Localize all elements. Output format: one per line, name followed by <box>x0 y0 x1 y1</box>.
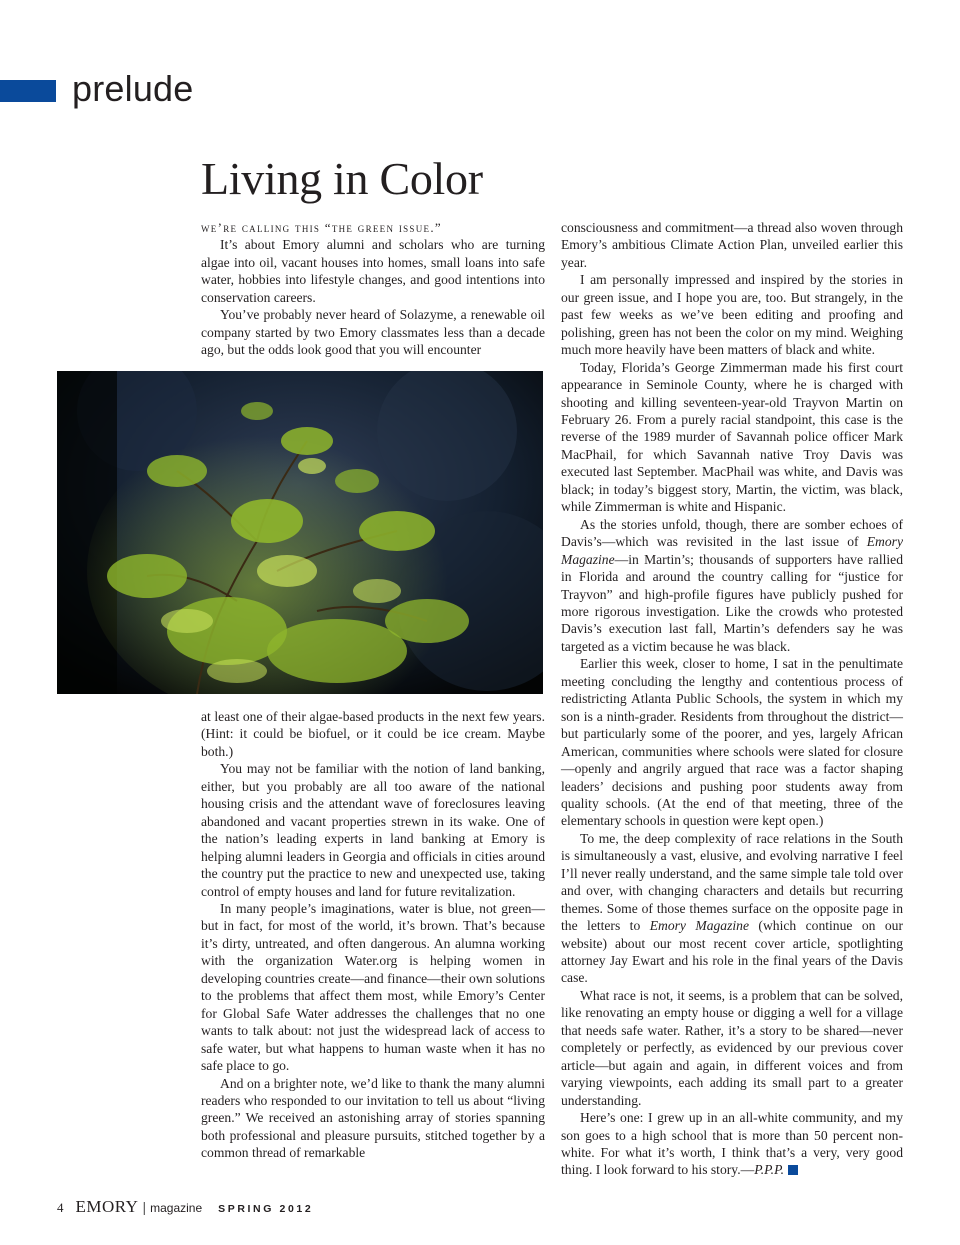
paragraph: And on a brighter note, we’d like to thank the many alumni readers who responded to our invitation to tell us about “living green.” We received an astonishing array of stories spanning both professional and pleasure pursuits, stitched together by a common thread of remarkable <box>201 1075 545 1161</box>
lead-in-smallcaps: we’re calling this “the green issue.” <box>201 220 442 235</box>
paragraph: You may not be familiar with the notion of land banking, either, but you probably are all too aware of the national housing crisis and the attendant wave of foreclosures leaving abandoned and vacant properties strewn in its wake. One of the nation’s leading experts in land banking at Emory is helping alumni leaders in Georgia and officials in cities around the country put the practice to new and unexpected use, taking control of empty houses and land for future revitalization. <box>201 761 545 899</box>
page-footer <box>57 1197 313 1217</box>
text-run: (which continue on our website) about our most recent cover article, spotlighting attorney Jay Ewart and his role in the final years of the Davis case. <box>561 918 903 986</box>
paragraph <box>561 516 903 656</box>
paragraph: You’ve probably never heard of Solazyme, a renewable oil company started by two Emory classmates less than a decade ago, but the odds look good that you will encounter <box>201 307 545 358</box>
logo-separator: | <box>142 1199 147 1215</box>
section-label: prelude <box>72 68 194 109</box>
paragraph <box>561 830 903 987</box>
tree-photo-illustration <box>57 371 543 694</box>
section-accent-bar <box>0 80 56 102</box>
text-run: —in Martin’s; thousands of supporters have rallied in Florida and around the country calling for “justice for Trayvon” and high-profile figures have publicly pushed for more rigorous investigation. Like the crowds who protested Davis’s execution last fall, Martin’s defenders say he was targeted as a victim because he was black. <box>561 551 903 654</box>
text-run: To me, the deep complexity of race relations in the South is simultaneously a vast, elusive, and evolving narrative I feel I’ll never really understand, and the same simple tale told over and over, with changing characters and details but recurring themes. Some of those themes surface on the opposite page in the letters to <box>561 830 903 934</box>
author-signature: P.P.P. <box>754 1162 785 1178</box>
paragraph: Today, Florida’s George Zimmerman made his first court appearance in Seminole County, where he is charged with shooting and killing seventeen-year-old Trayvon Martin on February 26. From a purely racial standpoint, this case is the reverse of the 1989 murder of Savannah police officer Mark MacPhail, for which Savannah native Troy Davis was executed last September. MacPhail was white, and Davis was black; in today’s biggest story, Martin, the victim, was black, while Zimmerman is white and Hispanic. <box>561 359 903 515</box>
issue-date: SPRING 2012 <box>218 1203 314 1215</box>
magazine-logo-word: EMORY <box>75 1197 139 1216</box>
tree-photo <box>57 371 543 694</box>
paragraph: Earlier this week, closer to home, I sat in the penultimate meeting concluding the lengthy and contentious process of redistricting Atlanta Public Schools, the system in which my son is a ninth-grader. Residents from throughout the district—but particularly some of the poorer, and yes, largely African American, communities where schools were slated for closure—openly and angrily argued that race was a factor shaping leaders’ decisions and pushing poor students away from quality schools. (At the end of that meeting, three of the elementary schools in question were kept open.) <box>561 656 903 829</box>
paragraph: In many people’s imaginations, water is blue, not green—but in fact, for most of the world, it’s brown. That’s because it’s dirty, untreated, and often dangerous. An alumna working with the organization Water.org is helping women in developing countries create—and finance—their own solutions to the problems that affect them most, while Emory’s Center for Global Safe Water addresses the challenges that no one wants to talk about: not just the widespread lack of access to safe water, but what happens to human waste when it has no safe place to go. <box>201 900 545 1074</box>
column-left-bottom <box>201 708 545 1162</box>
column-left-top <box>201 219 545 359</box>
end-mark-icon <box>788 1165 798 1175</box>
paragraph: consciousness and commitment—a thread also woven through Emory’s ambitious Climate Action Plan, unveiled earlier this year. <box>561 220 903 270</box>
page-number: 4 <box>57 1200 64 1215</box>
magazine-logo-suffix: magazine <box>150 1201 203 1215</box>
italic-title: Emory Magazine <box>561 534 903 567</box>
column-right <box>561 219 903 1179</box>
article-title: Living in Color <box>201 153 483 204</box>
paragraph <box>561 1109 903 1179</box>
paragraph: It’s about Emory alumni and scholars who are turning algae into oil, vacant houses into homes, small loans into safe water, hobbies into lifestyle changes, and good intentions into conservation careers. <box>201 237 545 305</box>
lead-in <box>201 219 545 236</box>
paragraph: I am personally impressed and inspired by the stories in our green issue, and I hope you are, too. But strangely, in the past few weeks as we’ve been editing and proofing and polishing, green has not been the color on my mind. Weighing much more heavily have been matters of black and white. <box>561 272 903 358</box>
italic-title: Emory Magazine <box>649 918 749 934</box>
text-run: As the stories unfold, though, there are somber echoes of Davis’s—which was revisited in the last issue of <box>561 516 903 550</box>
paragraph: What race is not, it seems, is a problem that can be solved, like renovating an empty house or digging a well for a village that needs safe water. Rather, it’s a story to be shared—never completely or perfectly, as evidenced by our previous cover article—but again and again, in different voices and from varying viewpoints, each adding its small part to a greater understanding. <box>561 987 903 1108</box>
text-run: Here’s one: I grew up in an all-white community, and my son goes to a high school that is more than 50 percent non-white. For what it’s worth, I think that’s a very, very good thing. I look forward to his story.— <box>561 1110 903 1178</box>
paragraph: at least one of their algae-based products in the next few years. (Hint: it could be biofuel, or it could be ice cream. Maybe both.) <box>201 709 545 759</box>
